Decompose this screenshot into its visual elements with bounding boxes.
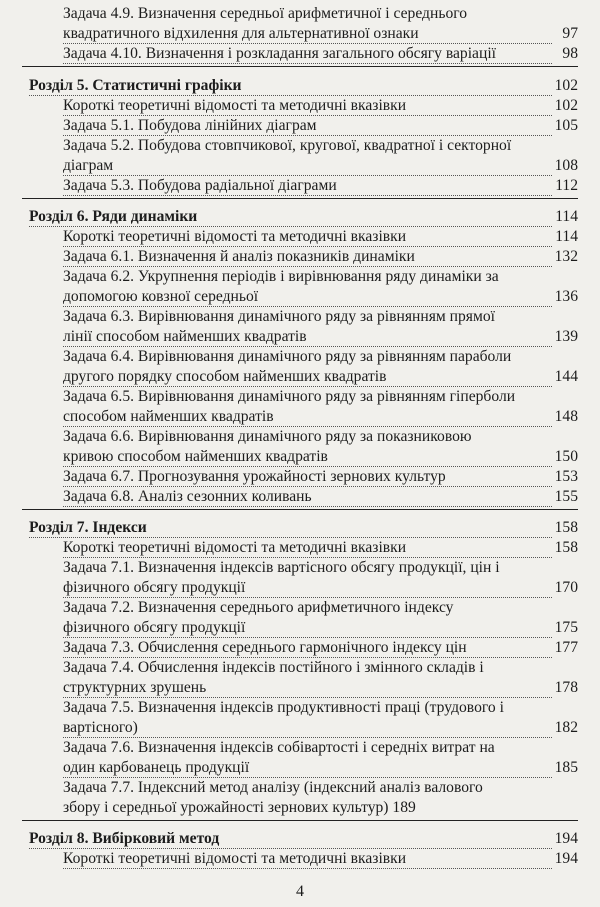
toc-entry [0,287,600,307]
toc-page-number: 132 [554,248,578,265]
toc-entry-title: Розділ 8. Вибірковий метод [29,830,220,847]
toc-entry [0,247,600,267]
toc-entry [0,44,600,64]
dot-leader [63,849,552,869]
toc-entry [0,487,600,507]
toc-entry-title: Задача 7.2. Визначення середнього арифметичного індексу [63,599,454,616]
toc-page-number: 148 [554,408,578,425]
toc-entry-title: діаграм [63,157,114,174]
toc-entry-title: кривою способом найменших квадратів [63,448,328,465]
toc-page-number: 150 [554,448,578,465]
toc-entry-title: Задача 7.3. Обчислення середнього гармонічного індексу цін [63,639,467,656]
section-separator [22,509,578,510]
toc-page-number: 194 [554,830,578,847]
toc-entry-title: Короткі теоретичні відомості та методичні вказівки [63,850,407,867]
dot-leader [63,287,552,307]
toc-entry [0,307,600,327]
toc-entry [0,427,600,447]
toc-page-number: 185 [554,759,578,776]
toc-entry [0,658,600,678]
toc-page-number: 112 [555,177,578,194]
toc-entry-title: Задача 6.2. Укрупнення періодів і вирівнювання ряду динаміки за [63,268,499,285]
dot-leader [63,758,552,778]
toc-page-number: 108 [554,157,578,174]
dot-leader [63,176,552,196]
toc-entry-title: Короткі теоретичні відомості та методичні вказівки [63,539,407,556]
dot-leader [63,24,552,44]
dot-leader [29,207,552,227]
toc-page-number: 158 [554,539,578,556]
toc-page-number: 136 [554,288,578,305]
dot-leader [63,407,552,427]
toc-page-number: 139 [554,328,578,345]
toc-entry-title: Задача 5.2. Побудова стовпчикової, кругової, квадратної і секторної [63,137,512,154]
dot-leader [63,227,552,247]
toc-entry [0,718,600,738]
toc-entry [0,367,600,387]
dot-leader [29,518,552,538]
toc-entry-title: збору і середньої урожайності зернових культур) 189 [63,799,416,816]
toc-entry [0,558,600,578]
toc-entry [0,798,600,818]
toc-entry-title: допомогою ковзної середньої [63,288,259,305]
toc-page-number: 153 [554,468,578,485]
toc-entry-title: Короткі теоретичні відомості та методичні вказівки [63,228,407,245]
toc-entry [0,136,600,156]
toc-entry-title: Задача 6.6. Вирівнювання динамічного ряду за показниковою [63,428,472,445]
toc-entry [0,467,600,487]
toc-entry [0,758,600,778]
toc-page-number: 97 [562,25,578,42]
dot-leader [63,327,552,347]
toc-page-number: 102 [554,77,578,94]
toc-page-number: 178 [554,679,578,696]
toc-entry [0,156,600,176]
dot-leader [63,96,552,116]
toc-entry [0,227,600,247]
toc-entry-title: Задача 6.5. Вирівнювання динамічного ряду за рівнянням гіперболи [63,388,516,405]
toc-entry [0,598,600,618]
toc-section [0,76,600,96]
toc-page-number: 158 [554,519,578,536]
dot-leader [63,156,552,176]
toc-entry-title: Задача 7.6. Визначення індексів собівартості і середніх витрат на [63,739,495,756]
section-separator [22,66,578,67]
toc-entry-title: Задача 7.7. Індексний метод аналізу (індексний аналіз валового [63,779,483,796]
toc-entry-title: структурних зрушень [63,679,207,696]
toc-entry-title: Розділ 6. Ряди динаміки [29,208,198,225]
toc-page-number: 114 [555,228,578,245]
dot-leader [63,447,552,467]
toc-entry-title: фізичного обсягу продукції [63,619,246,636]
toc-entry-title: Задача 5.3. Побудова радіальної діаграми [63,177,337,194]
toc-section [0,829,600,849]
toc-entry [0,538,600,558]
dot-leader [63,487,552,507]
toc-page-number: 194 [554,850,578,867]
dot-leader [63,367,552,387]
toc-entry [0,447,600,467]
toc-entry [0,116,600,136]
toc-entry-title: Короткі теоретичні відомості та методичні вказівки [63,97,407,114]
toc-page-number: 175 [554,619,578,636]
toc-entry-title: один карбованець продукції [63,759,250,776]
toc-entry [0,347,600,367]
toc-entry [0,638,600,658]
toc-entry [0,96,600,116]
toc-page-number: 105 [554,117,578,134]
toc-entry-title: Задача 6.7. Прогнозування урожайності зернових культур [63,468,446,485]
dot-leader [63,618,552,638]
dot-leader [63,718,552,738]
toc-entry [0,24,600,44]
toc-entry-title: способом найменших квадратів [63,408,274,425]
dot-leader [63,247,552,267]
toc-entry-title: Задача 4.9. Визначення середньої арифметичної і середнього [63,5,468,22]
toc-entry-title: Задача 7.4. Обчислення індексів постійного і змінного складів і [63,659,484,676]
toc-entry [0,618,600,638]
dot-leader [63,678,552,698]
toc-entry-title: другого порядку способом найменших квадратів [63,368,387,385]
toc-entry-title: фізичного обсягу продукції [63,579,246,596]
toc-entry-title: Задача 4.10. Визначення і розкладання загального обсягу варіації [63,45,496,62]
dot-leader [29,76,552,96]
toc-page-number: 98 [562,45,578,62]
toc-entry-title: лінії способом найменших квадратів [63,328,307,345]
toc-entry-title: Розділ 5. Статистичні графіки [29,77,242,94]
toc-entry [0,678,600,698]
dot-leader [63,638,552,658]
toc-entry [0,778,600,798]
toc-entry-title: Задача 6.3. Вирівнювання динамічного ряду за рівнянням прямої [63,308,495,325]
toc-entry-title: Задача 6.1. Визначення й аналіз показників динаміки [63,248,415,265]
toc-entry-title: Задача 7.5. Визначення індексів продуктивності праці (трудового і [63,699,504,716]
toc-entry [0,698,600,718]
toc-page-number: 114 [555,208,578,225]
dot-leader [63,538,552,558]
toc-page-number: 182 [554,719,578,736]
toc-entry [0,578,600,598]
dot-leader [29,829,552,849]
toc-page-number: 144 [554,368,578,385]
dot-leader [63,44,552,64]
dot-leader [63,578,552,598]
toc-page-number: 170 [554,579,578,596]
toc-section [0,207,600,227]
toc-entry-title: Розділ 7. Індекси [29,519,147,536]
toc-entry [0,387,600,407]
toc-entry-title: Задача 6.4. Вирівнювання динамічного ряду за рівнянням параболи [63,348,512,365]
toc-entry [0,849,600,869]
toc-page-number: 155 [554,488,578,505]
toc-entry [0,327,600,347]
toc-entry-title: квадратичного відхилення для альтернативної ознаки [63,25,419,42]
section-separator [22,198,578,199]
toc-entry-title: Задача 7.1. Визначення індексів вартісного обсягу продукції, цін і [63,559,500,576]
toc-page-number: 177 [554,639,578,656]
toc-section [0,518,600,538]
toc-entry-title: вартісного) [63,719,138,736]
toc-entry-title: Задача 6.8. Аналіз сезонних коливань [63,488,312,505]
toc-entry [0,407,600,427]
toc-entry [0,738,600,758]
page-number: 4 [296,883,304,900]
toc-page-number: 102 [554,97,578,114]
toc-entry-title: Задача 5.1. Побудова лінійних діаграм [63,117,317,134]
toc-entry [0,4,600,24]
toc-entry [0,267,600,287]
toc-entry [0,176,600,196]
dot-leader [63,467,552,487]
section-separator [22,820,578,821]
dot-leader [63,116,552,136]
